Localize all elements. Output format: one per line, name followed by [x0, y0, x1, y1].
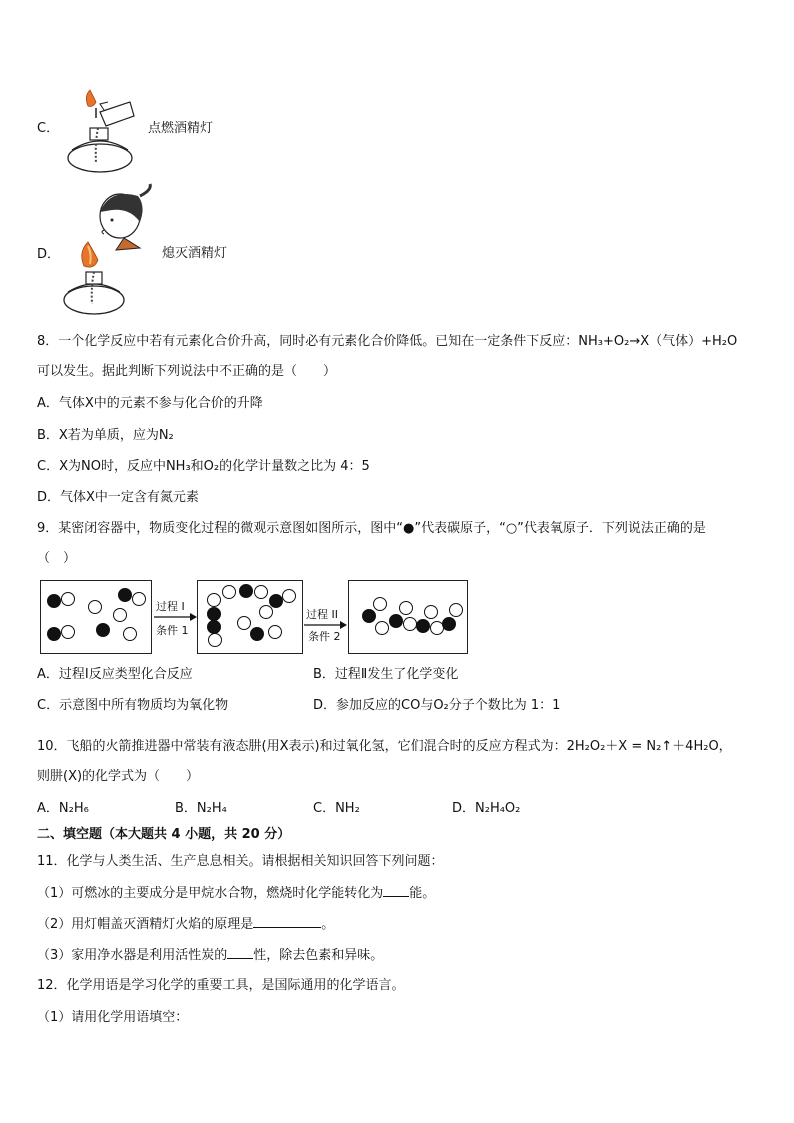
- oxygen-atom: [282, 589, 296, 603]
- carbon-atom: [96, 623, 110, 637]
- q12-stem: 12．化学用语是学习化学的重要工具，是国际通用的化学语言。: [37, 978, 405, 993]
- q7-optC-caption: 点燃酒精灯: [148, 121, 214, 136]
- q8-option-a: A．气体X中的元素不参与化合价的升降: [37, 396, 263, 411]
- q7-optD-caption: 熄灭酒精灯: [162, 246, 228, 261]
- oxygen-atom: [61, 592, 75, 606]
- arrow1-top-label: 过程 I: [156, 600, 185, 613]
- q10-option-b: B．N₂H₄: [175, 801, 227, 816]
- q11-part2: [37, 915, 334, 934]
- micro-diagram-state-2: [197, 580, 303, 654]
- q9-option-b: B．过程Ⅱ发生了化学变化: [313, 667, 459, 682]
- oxygen-atom: [207, 593, 221, 607]
- answer-blank[interactable]: [227, 946, 253, 959]
- q11-stem: 11．化学与人类生活、生产息息相关。请根据相关知识回答下列问题：: [37, 854, 444, 869]
- oxygen-atom: [61, 625, 75, 639]
- carbon-atom: [47, 594, 61, 608]
- oxygen-atom: [399, 601, 413, 615]
- oxygen-atom: [123, 627, 137, 641]
- q11-part1-text-b: 能。: [409, 886, 436, 901]
- q11-part3: [37, 946, 383, 965]
- q9-option-d: D．参加反应的CO与O₂分子个数比为 1：1: [313, 698, 561, 713]
- carbon-atom: [389, 614, 403, 628]
- answer-blank[interactable]: [253, 915, 321, 928]
- q7-optD-letter: D．: [37, 247, 61, 262]
- oxygen-atom: [424, 605, 438, 619]
- carbon-atom: [207, 620, 221, 634]
- q8-stem-line1: 8．一个化学反应中若有元素化合价升高，同时必有元素化合价降低。已知在一定条件下反应：NH₃+O₂→X（气体）+H₂O: [37, 334, 738, 349]
- q10-stem-line2: 则肼(X)的化学式为（ ）: [37, 769, 200, 784]
- carbon-atom: [118, 588, 132, 602]
- carbon-atom: [239, 584, 253, 598]
- q10-option-a: A．N₂H₆: [37, 801, 89, 816]
- q11-part2-text-a: （2）用灯帽盖灭酒精灯火焰的原理是: [37, 917, 254, 932]
- arrow1-bottom-label: 条件 1: [156, 624, 189, 637]
- answer-blank[interactable]: [383, 884, 409, 897]
- arrow2-bottom-label: 条件 2: [308, 630, 341, 643]
- arrow-right-icon: [152, 612, 198, 622]
- oxygen-atom: [373, 597, 387, 611]
- q10-stem-line1: 10．飞船的火箭推进器中常装有液态肼(用X表示)和过氧化氢，它们混合时的反应方程式为：2H₂O₂＋X = N₂↑＋4H₂O，: [37, 739, 732, 754]
- oxygen-atom: [403, 617, 417, 631]
- oxygen-atom: [208, 633, 222, 647]
- arrow2-top-label: 过程 II: [306, 608, 338, 621]
- oxygen-atom: [132, 592, 146, 606]
- lighting-alcohol-lamp-illustration: [60, 88, 140, 180]
- q11-part1: [37, 884, 435, 903]
- q8-stem-line2: 可以发生。据此判断下列说法中不正确的是（ ）: [37, 364, 337, 379]
- carbon-atom: [442, 617, 456, 631]
- carbon-atom: [47, 627, 61, 641]
- q9-stem-line1: 9．某密闭容器中，物质变化过程的微观示意图如图所示，图中“●”代表碳原子，“○”代表氧原子．下列说法正确的是: [37, 521, 706, 536]
- q11-part3-text-b: 性，除去色素和异味。: [253, 948, 384, 963]
- q7-optC-letter: C．: [37, 121, 60, 136]
- carbon-atom: [250, 627, 264, 641]
- oxygen-atom: [113, 608, 127, 622]
- blowing-out-lamp-illustration: [60, 182, 156, 320]
- oxygen-atom: [375, 621, 389, 635]
- q12-part1: （1）请用化学用语填空：: [37, 1010, 189, 1025]
- q11-part1-text-a: （1）可燃冰的主要成分是甲烷水合物，燃烧时化学能转化为: [37, 886, 384, 901]
- q9-stem-line2: （ ）: [37, 551, 77, 566]
- carbon-atom: [416, 619, 430, 633]
- q10-option-d: D．N₂H₄O₂: [452, 801, 521, 816]
- q9-option-c: C．示意图中所有物质均为氧化物: [37, 698, 229, 713]
- carbon-atom: [269, 594, 283, 608]
- q11-part3-text-a: （3）家用净水器是利用活性炭的: [37, 948, 228, 963]
- q8-option-d: D．气体X中一定含有氮元素: [37, 490, 199, 505]
- oxygen-atom: [449, 603, 463, 617]
- micro-diagram-state-1: [40, 580, 152, 654]
- q10-option-c: C．NH₂: [313, 801, 360, 816]
- q11-part2-text-b: 。: [321, 917, 335, 932]
- q9-option-a: A．过程Ⅰ反应类型化合反应: [37, 667, 193, 682]
- carbon-atom: [207, 607, 221, 621]
- oxygen-atom: [254, 585, 268, 599]
- oxygen-atom: [88, 600, 102, 614]
- micro-diagram-state-3: [348, 580, 468, 654]
- section2-title: 二、填空题（本大题共 4 小题，共 20 分）: [37, 827, 291, 842]
- carbon-atom: [362, 609, 376, 623]
- q8-option-c: C．X为NO时，反应中NH₃和O₂的化学计量数之比为 4：5: [37, 459, 370, 474]
- oxygen-atom: [259, 605, 273, 619]
- oxygen-atom: [237, 616, 251, 630]
- oxygen-atom: [268, 625, 282, 639]
- q8-option-b: B．X若为单质，应为N₂: [37, 428, 174, 443]
- oxygen-atom: [222, 585, 236, 599]
